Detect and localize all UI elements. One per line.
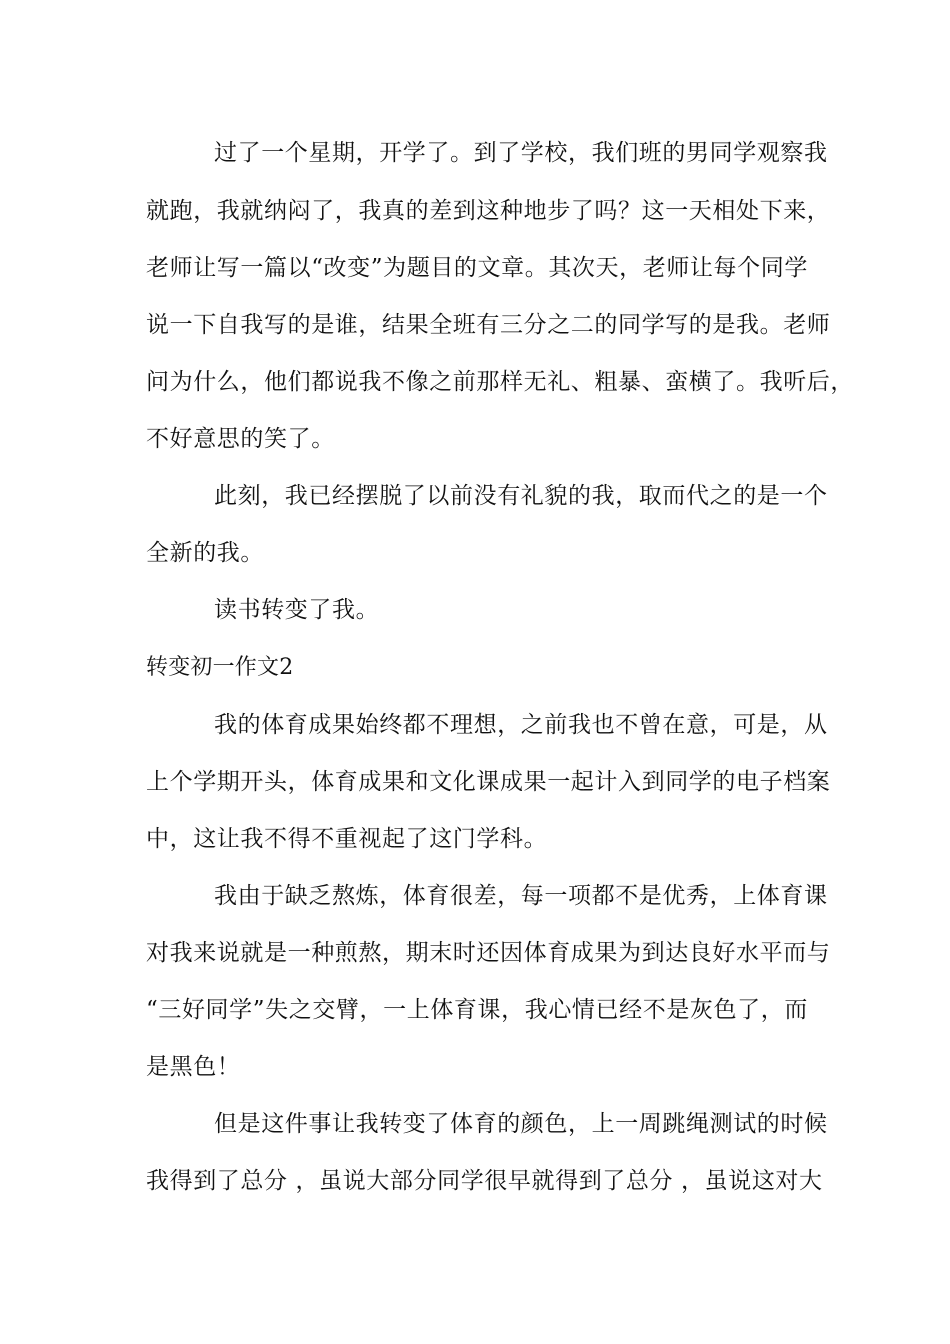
paragraph-line: 但是这件事让我转变了体育的颜色，上一周跳绳测试的时候: [214, 1111, 828, 1137]
paragraph-line: 我由于缺乏熬炼，体育很差，每一项都不是优秀，上体育课: [214, 883, 828, 909]
paragraph-line: 上个学期开头，体育成果和文化课成果一起计入到同学的电子档案: [146, 769, 831, 795]
paragraph-line: 我得到了总分 ，虽说大部分同学很早就得到了总分 ，虽说这对大: [146, 1168, 823, 1194]
paragraph-line: 读书转变了我。: [214, 597, 380, 623]
paragraph-line: 此刻，我已经摆脱了以前没有礼貌的我，取而代之的是一个: [214, 483, 828, 509]
paragraph-line: 不好意思的笑了。: [146, 426, 335, 452]
paragraph-line: 全新的我。: [146, 540, 264, 566]
paragraph-line: 就跑，我就纳闷了，我真的差到这种地步了吗？这一天相处下来，: [146, 198, 831, 224]
paragraph-line: 过了一个星期，开学了。到了学校，我们班的男同学观察我: [214, 140, 828, 166]
paragraph-line: 是黑色！: [146, 1054, 241, 1080]
paragraph-line: 我的体育成果始终都不理想，之前我也不曾在意，可是，从: [214, 712, 828, 738]
paragraph-line: 问为什么，他们都说我不像之前那样无礼、粗暴、蛮横了。我听后，: [146, 369, 854, 395]
paragraph-line: 老师让写一篇以“改变”为题目的文章。其次天，老师让每个同学: [146, 255, 808, 281]
paragraph-line: “三好同学”失之交臂，一上体育课，我心情已经不是灰色了，而: [146, 997, 808, 1023]
paragraph-line: 说一下自我写的是谁，结果全班有三分之二的同学写的是我。老师: [146, 312, 831, 338]
paragraph-line: 对我来说就是一种煎熬，期末时还因体育成果为到达良好水平而与: [146, 940, 831, 966]
section-heading: 转变初一作文2: [146, 655, 294, 680]
paragraph-line: 中，这让我不得不重视起了这门学科。: [146, 826, 548, 852]
